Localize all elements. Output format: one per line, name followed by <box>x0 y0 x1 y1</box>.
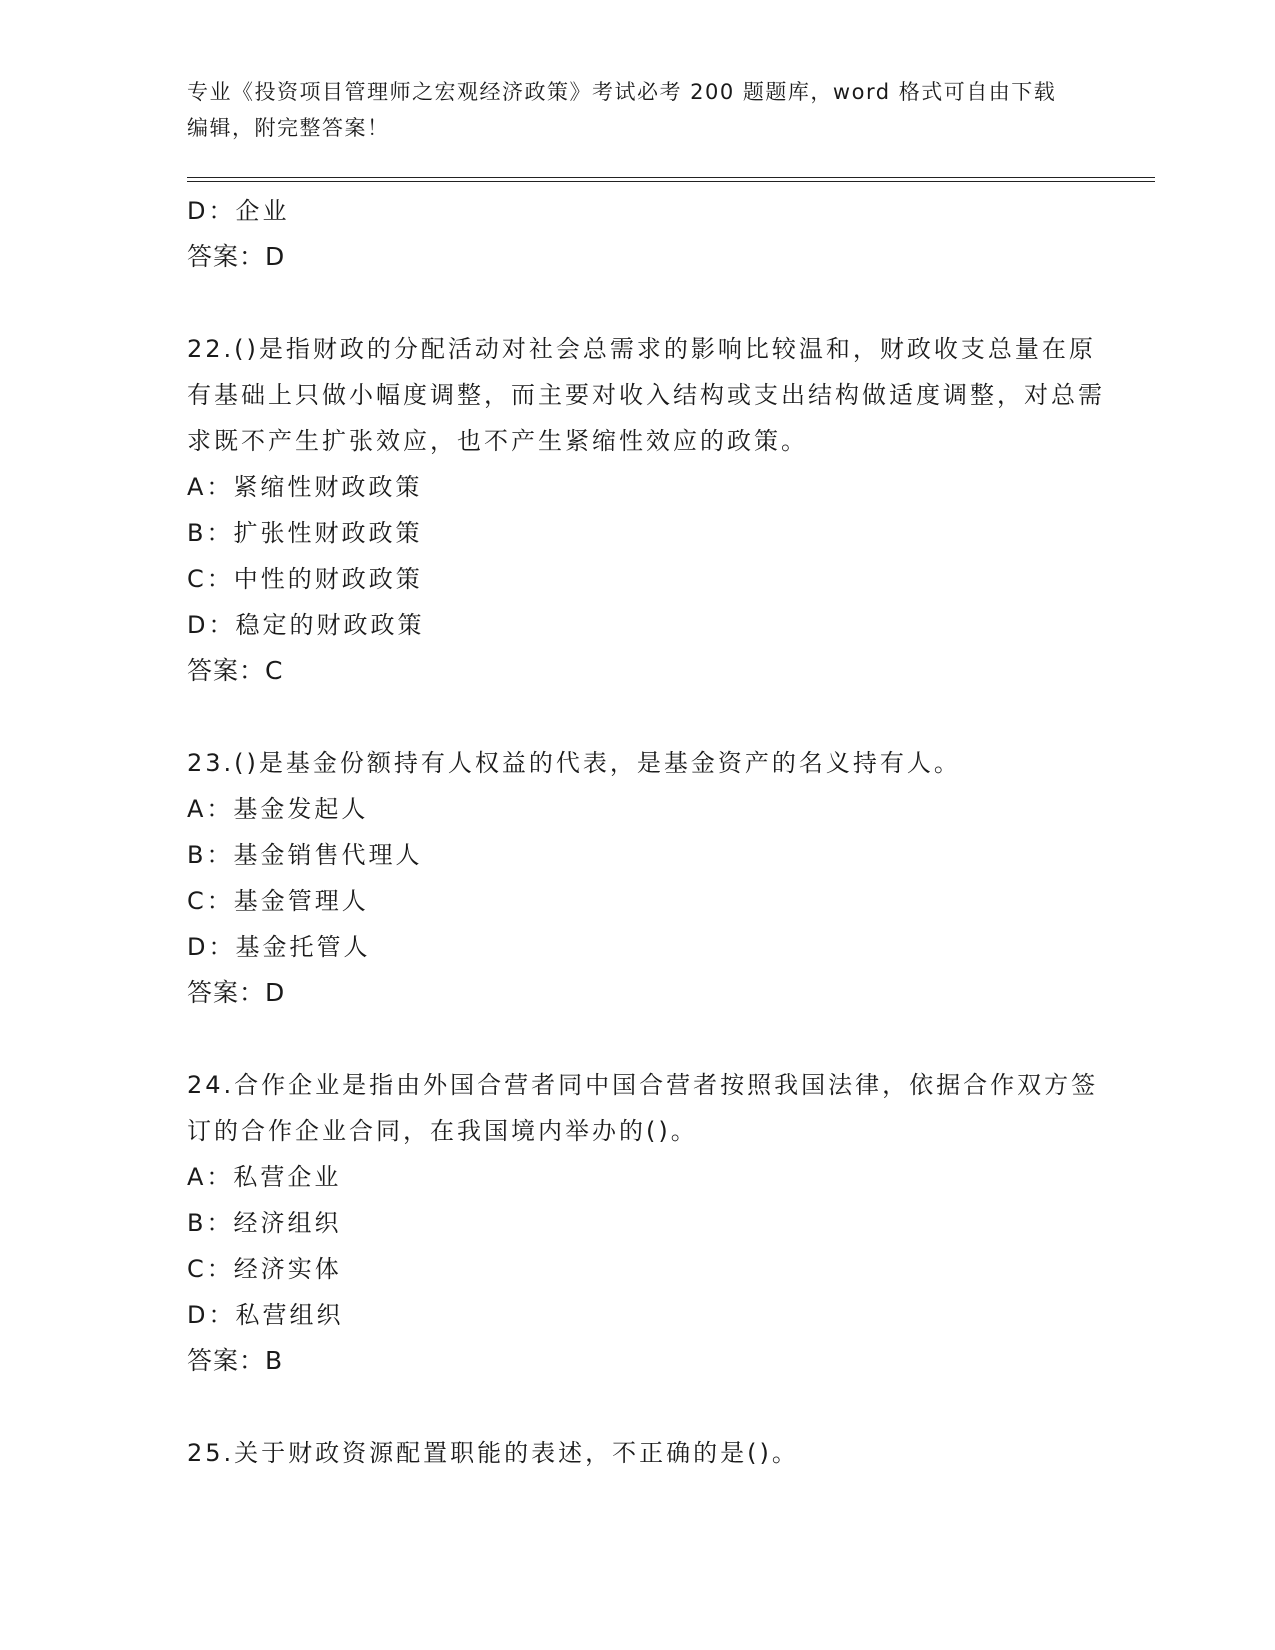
answer: 答案：D <box>187 978 286 1007</box>
option-d: D：稳定的财政政策 <box>187 611 425 639</box>
answer: 答案：C <box>187 656 284 685</box>
question-23 <box>187 740 1107 1016</box>
option-a: A：基金发起人 <box>187 795 369 823</box>
header-divider-top <box>187 177 1155 178</box>
question-24 <box>187 1062 1107 1384</box>
question-stem: 25.关于财政资源配置职能的表述，不正确的是()。 <box>187 1439 799 1467</box>
question-stem: 23.()是基金份额持有人权益的代表，是基金资产的名义持有人。 <box>187 749 961 777</box>
option-c: C：基金管理人 <box>187 887 369 915</box>
option-d: D：企业 <box>187 197 290 225</box>
option-d: D：私营组织 <box>187 1301 344 1329</box>
option-c: C：经济实体 <box>187 1255 342 1283</box>
header-divider-bottom <box>187 181 1155 182</box>
option-b: B：经济组织 <box>187 1209 342 1237</box>
answer: 答案：D <box>187 242 286 271</box>
question-25 <box>187 1430 1107 1476</box>
option-b: B：扩张性财政政策 <box>187 519 423 547</box>
answer: 答案：B <box>187 1346 284 1375</box>
option-d: D：基金托管人 <box>187 933 371 961</box>
option-b: B：基金销售代理人 <box>187 841 423 869</box>
document-header: 专业《投资项目管理师之宏观经济政策》考试必考 200 题题库，word 格式可自由下载编辑，附完整答案！ <box>187 80 1057 140</box>
question-stem: 22.()是指财政的分配活动对社会总需求的影响比较温和，财政收支总量在原有基础上只做小幅度调整，而主要对收入结构或支出结构做适度调整，对总需求既不产生扩张效应，也不产生紧缩性效应的政策。 <box>187 335 1105 455</box>
option-a: A：私营企业 <box>187 1163 342 1191</box>
question-22 <box>187 326 1107 694</box>
document-body <box>187 188 1107 1476</box>
option-c: C：中性的财政政策 <box>187 565 423 593</box>
option-a: A：紧缩性财政政策 <box>187 473 423 501</box>
question-stem: 24.合作企业是指由外国合营者同中国合营者按照我国法律，依据合作双方签订的合作企业合同，在我国境内举办的()。 <box>187 1071 1099 1145</box>
